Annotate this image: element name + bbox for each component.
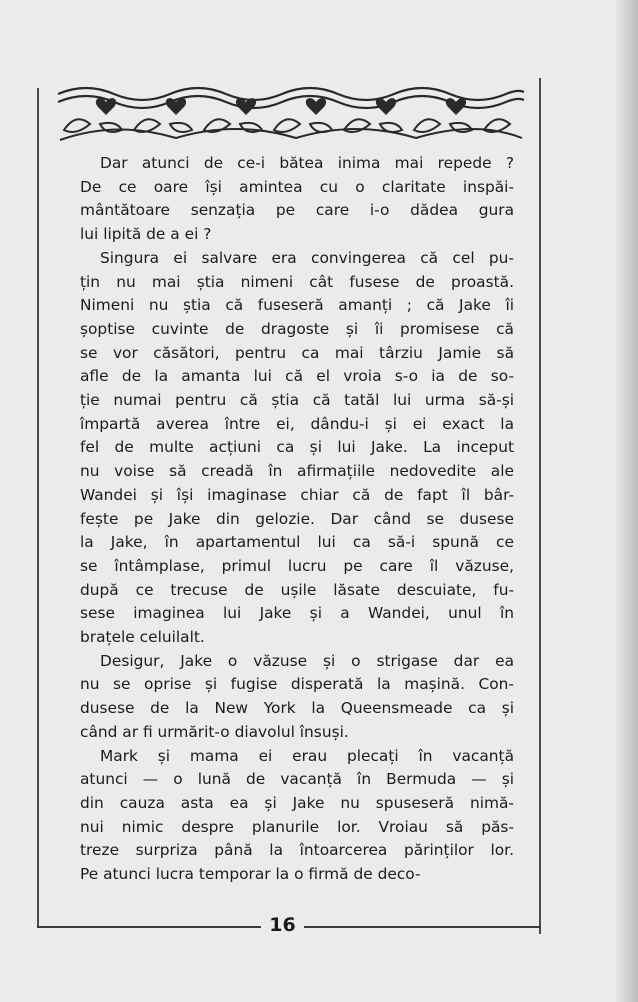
text-line: fel de multe acțiuni ca și lui Jake. La inceput	[80, 438, 514, 457]
text-line: nui nimic despre planurile lor. Vroiau să păs-	[80, 817, 514, 836]
frame-bottom-border-right	[304, 926, 541, 928]
text-line: după ce trecuse de ușile lăsate descuiate, fu-	[80, 580, 514, 599]
text-line: țin nu mai știa nimeni cât fusese de proastă.	[80, 272, 514, 291]
paragraph	[80, 152, 514, 247]
text-line: dusese de la New York la Queensmeade ca și	[80, 699, 514, 718]
text-line: De ce oare își amintea cu o claritate inspăi-	[80, 177, 514, 196]
text-line: când ar fi urmărit-o diavolul însuși.	[80, 722, 349, 741]
page-edge-shadow	[616, 0, 638, 1002]
text-line: Nimeni nu știa că fuseseră amanți ; că Jake îi	[80, 296, 514, 315]
frame-right-border	[539, 78, 541, 934]
text-line: nu voise să creadă în afirmațiile nedovedite ale	[80, 462, 514, 481]
text-line: Singura ei salvare era convingerea că cel pu-	[100, 248, 514, 267]
text-line: treze surpriza până la întoarcerea părinților lor.	[80, 841, 514, 860]
paragraph	[80, 745, 514, 887]
text-line: fește pe Jake din gelozie. Dar când se dusese	[80, 509, 514, 528]
text-line: Pe atunci lucra temporar la o firmă de deco-	[80, 865, 421, 884]
text-line: ție numai pentru că știa că tatăl lui urma să-și	[80, 391, 514, 410]
text-line: Wandei și își imaginase chiar că de fapt îl bâr-	[80, 485, 514, 504]
page-body-text	[80, 152, 514, 887]
text-line: se vor căsători, pentru ca mai târziu Jamie să	[80, 343, 514, 362]
page-number: 16	[269, 914, 296, 936]
text-line: mântătoare senzația pe care i-o dădea gura	[80, 201, 514, 220]
paragraph	[80, 650, 514, 745]
text-line: afle de la amanta lui că el vroia s-o ia de so-	[80, 367, 514, 386]
text-line: Mark și mama ei erau plecați în vacanță	[100, 746, 514, 765]
text-line: la Jake, în apartamentul lui ca să-i spună ce	[80, 533, 514, 552]
text-line: lui lipită de a ei ?	[80, 225, 212, 244]
decorative-header-ornament	[56, 80, 526, 146]
paragraph	[80, 247, 514, 650]
text-line: din cauza asta ea și Jake nu spuseseră nimă-	[80, 793, 514, 812]
text-line: Desigur, Jake o văzuse și o strigase dar ea	[100, 651, 514, 670]
text-line: se întâmplase, primul lucru pe care îl văzuse,	[80, 556, 514, 575]
text-line: împartă averea între ei, dându-i și ei exact la	[80, 414, 514, 433]
text-line: Dar atunci de ce-i bătea inima mai repede ?	[100, 154, 514, 172]
frame-left-border	[37, 88, 39, 926]
text-line: sese imaginea lui Jake și a Wandei, unul în	[80, 604, 514, 623]
text-line: atunci — o lună de vacanță în Bermuda — și	[80, 770, 514, 789]
text-line: șoptise cuvinte de dragoste și îi promisese că	[80, 319, 514, 338]
frame-bottom-border-left	[37, 926, 261, 928]
text-line: brațele celuilalt.	[80, 628, 205, 647]
text-line: nu se oprise și fugise disperată la mașină. Con-	[80, 675, 514, 694]
